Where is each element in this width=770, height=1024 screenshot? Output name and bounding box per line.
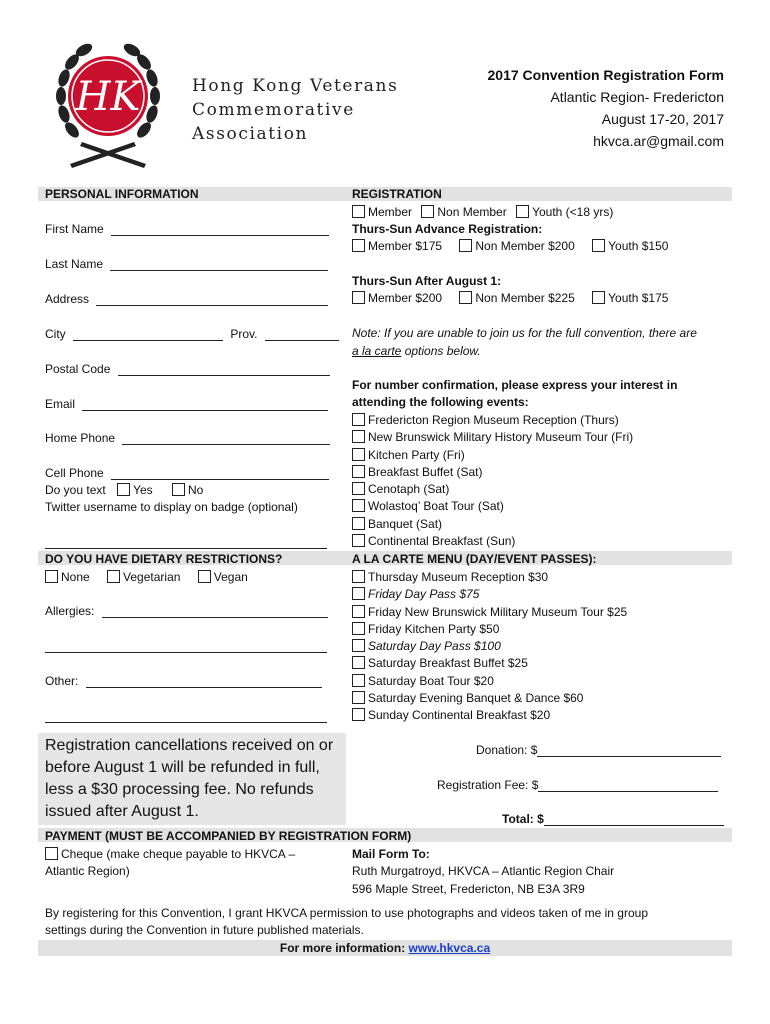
cancellation-box [38,733,346,825]
email-field[interactable] [45,397,328,411]
carte-checkbox[interactable] [352,656,365,669]
carte-item: Saturday Breakfast Buffet $25 [352,655,627,672]
adv-member-checkbox[interactable] [352,239,365,252]
advance-options [352,239,668,253]
carte-item: Friday Day Pass $75 [352,586,627,603]
text-yes-checkbox[interactable] [117,483,130,496]
address-label: Address [45,292,90,306]
cheque-option [45,847,295,861]
aft-youth-label: Youth $175 [608,291,669,305]
adv-non-member-checkbox[interactable] [459,239,472,252]
other-label: Other: [45,674,79,688]
total-line[interactable] [544,813,724,826]
other-field-2[interactable] [45,709,327,723]
more-info-label: For more information: [279,941,409,955]
carte-item: Friday Kitchen Party $50 [352,621,627,638]
cell-phone-field[interactable] [45,466,329,480]
diet-vegetarian-label: Vegetarian [123,570,181,584]
event-checkbox[interactable] [352,517,365,530]
carte-checkbox[interactable] [352,674,365,687]
website-link[interactable]: www.hkvca.ca [408,941,491,955]
carte-checkbox[interactable] [352,605,365,618]
form-title: 2017 Convention Registration Form [487,67,724,83]
last-name-label: Last Name [45,257,104,271]
form-dates: August 17-20, 2017 [601,111,724,127]
registration-heading: REGISTRATION [352,187,442,201]
org-name-line3: Association [192,124,309,144]
event-item: Continental Breakfast (Sun) [352,533,633,550]
donation-label: Donation: $ [476,743,538,757]
home-phone-label: Home Phone [45,431,116,445]
twitter-field[interactable] [45,535,327,549]
carte-checkbox[interactable] [352,570,365,583]
event-checkbox[interactable] [352,448,365,461]
after-options [352,291,668,305]
fee-line[interactable] [538,779,718,792]
event-item: Wolastoq’ Boat Tour (Sat) [352,498,633,515]
email-line[interactable] [82,398,328,411]
youth-label: Youth (<18 yrs) [532,205,614,219]
prov-label: Prov. [230,327,258,341]
diet-none-label: None [61,570,90,584]
svg-text:HK: HK [75,74,141,120]
aft-non-member-checkbox[interactable] [459,291,472,304]
confirm-line1: For number confirmation, please express your interest in [352,378,678,392]
form-email: hkvca.ar@gmail.com [593,133,724,149]
other-line[interactable] [86,675,322,688]
other-field[interactable] [45,674,322,688]
postal-line[interactable] [118,363,330,376]
allergies-field[interactable] [45,604,328,618]
city-line[interactable] [73,328,223,341]
mail-line1: Ruth Murgatroyd, HKVCA – Atlantic Region Chair [352,864,615,878]
home-phone-line[interactable] [122,432,330,445]
note-line2 [352,344,481,358]
donation-line[interactable] [537,744,721,757]
form-header [488,64,724,152]
diet-vegetarian-checkbox[interactable] [107,570,120,583]
form-region: Atlantic Region- Fredericton [550,89,724,105]
note-carte: a la carte [352,344,402,358]
text-question-label: Do you text [45,483,106,497]
note-line1: Note: If you are unable to join us for the full convention, there are [352,326,697,340]
last-name-field[interactable] [45,257,328,271]
personal-heading: PERSONAL INFORMATION [45,187,199,201]
adv-member-label: Member $175 [368,239,443,253]
carte-item: Saturday Evening Banquet & Dance $60 [352,690,627,707]
cheque-checkbox[interactable] [45,847,58,860]
mail-line2: 596 Maple Street, Fredericton, NB E3A 3R9 [352,882,585,896]
city-prov-field[interactable] [45,327,339,341]
text-no-checkbox[interactable] [172,483,185,496]
event-item: Cenotaph (Sat) [352,481,633,498]
total-label: Total: $ [502,812,544,826]
adv-youth-checkbox[interactable] [592,239,605,252]
fee-field[interactable] [437,778,718,792]
member-type-options [352,205,613,219]
aft-member-checkbox[interactable] [352,291,365,304]
text-question [45,483,203,497]
donation-field[interactable] [476,743,721,757]
first-name-field[interactable] [45,222,329,236]
event-checkbox[interactable] [352,430,365,443]
cancellation-text: Registration cancellations received on or before August 1 will be refunded in full, less a $30 processing fee. No refunds issued after August 1. [45,737,334,820]
event-checkbox[interactable] [352,499,365,512]
carte-checkbox[interactable] [352,708,365,721]
cheque-label-2: Atlantic Region) [45,864,130,878]
prov-line[interactable] [265,328,339,341]
twitter-label: Twitter username to display on badge (optional) [45,500,298,514]
total-field[interactable] [502,812,724,826]
diet-vegan-label: Vegan [213,570,248,584]
org-name-line1: Hong Kong Veterans [192,76,399,96]
confirm-line2: attending the following events: [352,395,529,409]
twitter-line[interactable] [45,536,327,549]
adv-youth-label: Youth $150 [608,239,669,253]
non-member-checkbox[interactable] [421,205,434,218]
first-name-label: First Name [45,222,104,236]
event-item: Banquet (Sat) [352,516,633,533]
allergies-line[interactable] [102,605,328,618]
first-name-line[interactable] [111,223,329,236]
last-name-line[interactable] [110,258,328,271]
aft-member-label: Member $200 [368,291,443,305]
email-label: Email [45,397,76,411]
after-heading: Thurs-Sun After August 1: [352,274,502,288]
member-checkbox[interactable] [352,205,365,218]
address-field[interactable] [45,292,328,306]
carte-checkbox[interactable] [352,691,365,704]
org-name [192,74,398,146]
consent-line2: settings during the Convention in future published materials. [45,923,364,937]
cell-phone-label: Cell Phone [45,466,104,480]
text-no-label: No [187,483,204,497]
diet-vegan-checkbox[interactable] [198,570,211,583]
carte-list [352,569,627,725]
cell-phone-line[interactable] [111,467,329,480]
mail-heading: Mail Form To: [352,847,430,861]
carte-item: Thursday Museum Reception $30 [352,569,627,586]
event-item: Kitchen Party (Fri) [352,447,633,464]
carte-checkbox[interactable] [352,587,365,600]
event-checkbox[interactable] [352,465,365,478]
carte-item: Friday New Brunswick Military Museum Tour $25 [352,604,627,621]
aft-non-member-label: Non Member $225 [475,291,575,305]
laurel-logo-icon [52,40,164,174]
fee-label: Registration Fee: $ [437,778,539,792]
event-item: Fredericton Region Museum Reception (Thurs) [352,412,633,429]
allergies-label: Allergies: [45,604,95,618]
other-line-2[interactable] [45,710,327,723]
consent-line1: By registering for this Convention, I grant HKVCA permission to use photographs and videos taken of me in group [45,906,648,920]
carte-item: Saturday Day Pass $100 [352,638,627,655]
more-info [0,941,770,955]
org-name-line2: Commemorative [192,100,355,120]
logo [52,40,164,174]
carte-heading: A LA CARTE MENU (DAY/EVENT PASSES): [352,552,597,566]
payment-heading: PAYMENT (MUST BE ACCOMPANIED BY REGISTRATION FORM) [45,829,412,843]
event-checkbox[interactable] [352,482,365,495]
allergies-line-2[interactable] [45,640,327,653]
address-line[interactable] [96,293,328,306]
event-checkbox[interactable] [352,413,365,426]
advance-heading: Thurs-Sun Advance Registration: [352,222,543,236]
dietary-heading: DO YOU HAVE DIETARY RESTRICTIONS? [45,552,283,566]
allergies-field-2[interactable] [45,639,327,653]
member-label: Member [368,205,413,219]
home-phone-field[interactable] [45,431,330,445]
youth-checkbox[interactable] [516,205,529,218]
carte-item: Sunday Continental Breakfast $20 [352,707,627,724]
note-rest: options below. [401,344,481,358]
cheque-label: Cheque (make cheque payable to HKVCA – [61,847,296,861]
diet-none-checkbox[interactable] [45,570,58,583]
dietary-options [45,570,248,584]
city-label: City [45,327,66,341]
event-item: New Brunswick Military History Museum Tour (Fri) [352,429,633,446]
event-checkbox[interactable] [352,534,365,547]
postal-label: Postal Code [45,362,111,376]
adv-non-member-label: Non Member $200 [475,239,575,253]
events-list [352,412,633,550]
text-yes-label: Yes [133,483,153,497]
carte-checkbox[interactable] [352,622,365,635]
carte-checkbox[interactable] [352,639,365,652]
non-member-label: Non Member [437,205,507,219]
event-item: Breakfast Buffet (Sat) [352,464,633,481]
carte-item: Saturday Boat Tour $20 [352,673,627,690]
aft-youth-checkbox[interactable] [592,291,605,304]
postal-field[interactable] [45,362,330,376]
